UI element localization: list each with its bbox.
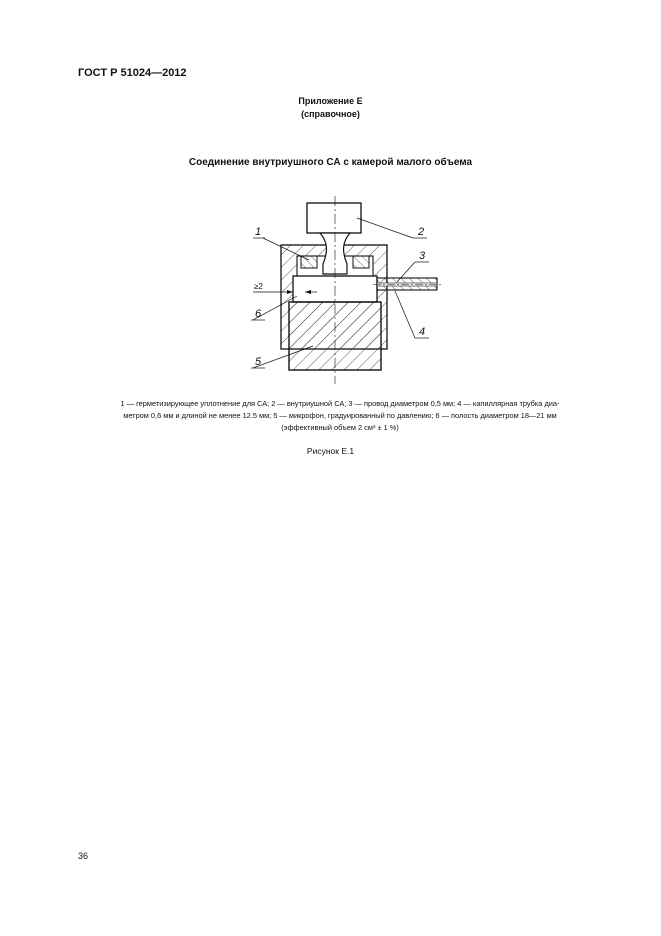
legend-line-2: метром 0,6 мм и длиной не менее 12.5 мм; 5 — микрофон, градуированный по давлению; 6 — полость диаметром 18—21 мм bbox=[123, 411, 557, 420]
annex-title: Приложение Е bbox=[298, 96, 363, 106]
page-number: 36 bbox=[78, 851, 89, 861]
annex-note: (справочное) bbox=[301, 109, 360, 119]
label-1: 1 bbox=[255, 226, 262, 238]
figure-caption: Рисунок Е.1 bbox=[306, 446, 355, 456]
connection-drawing bbox=[225, 196, 455, 386]
dimension-label: ≥2 bbox=[254, 282, 263, 291]
label-5: 5 bbox=[255, 356, 262, 368]
legend-line-1: 1 — герметизирующее уплотнение для СА; 2 — внутриушной СА; 3 — провод диаметром 0,5 мм; 4 — капиллярная трубка диа- bbox=[120, 399, 560, 408]
label-2: 2 bbox=[418, 226, 425, 238]
figure-heading: Соединение внутриушного СА с камерой малого объема bbox=[188, 157, 473, 168]
label-6: 6 bbox=[255, 308, 262, 320]
label-4: 4 bbox=[419, 326, 426, 338]
figure-legend bbox=[80, 398, 600, 434]
capillary-tube bbox=[373, 278, 443, 290]
label-3: 3 bbox=[419, 250, 426, 262]
document-header: ГОСТ Р 51024—2012 bbox=[78, 67, 187, 79]
legend-line-3: (эффективный объем 2 см³ ± 1 %) bbox=[281, 423, 399, 432]
annex-heading bbox=[0, 95, 661, 121]
